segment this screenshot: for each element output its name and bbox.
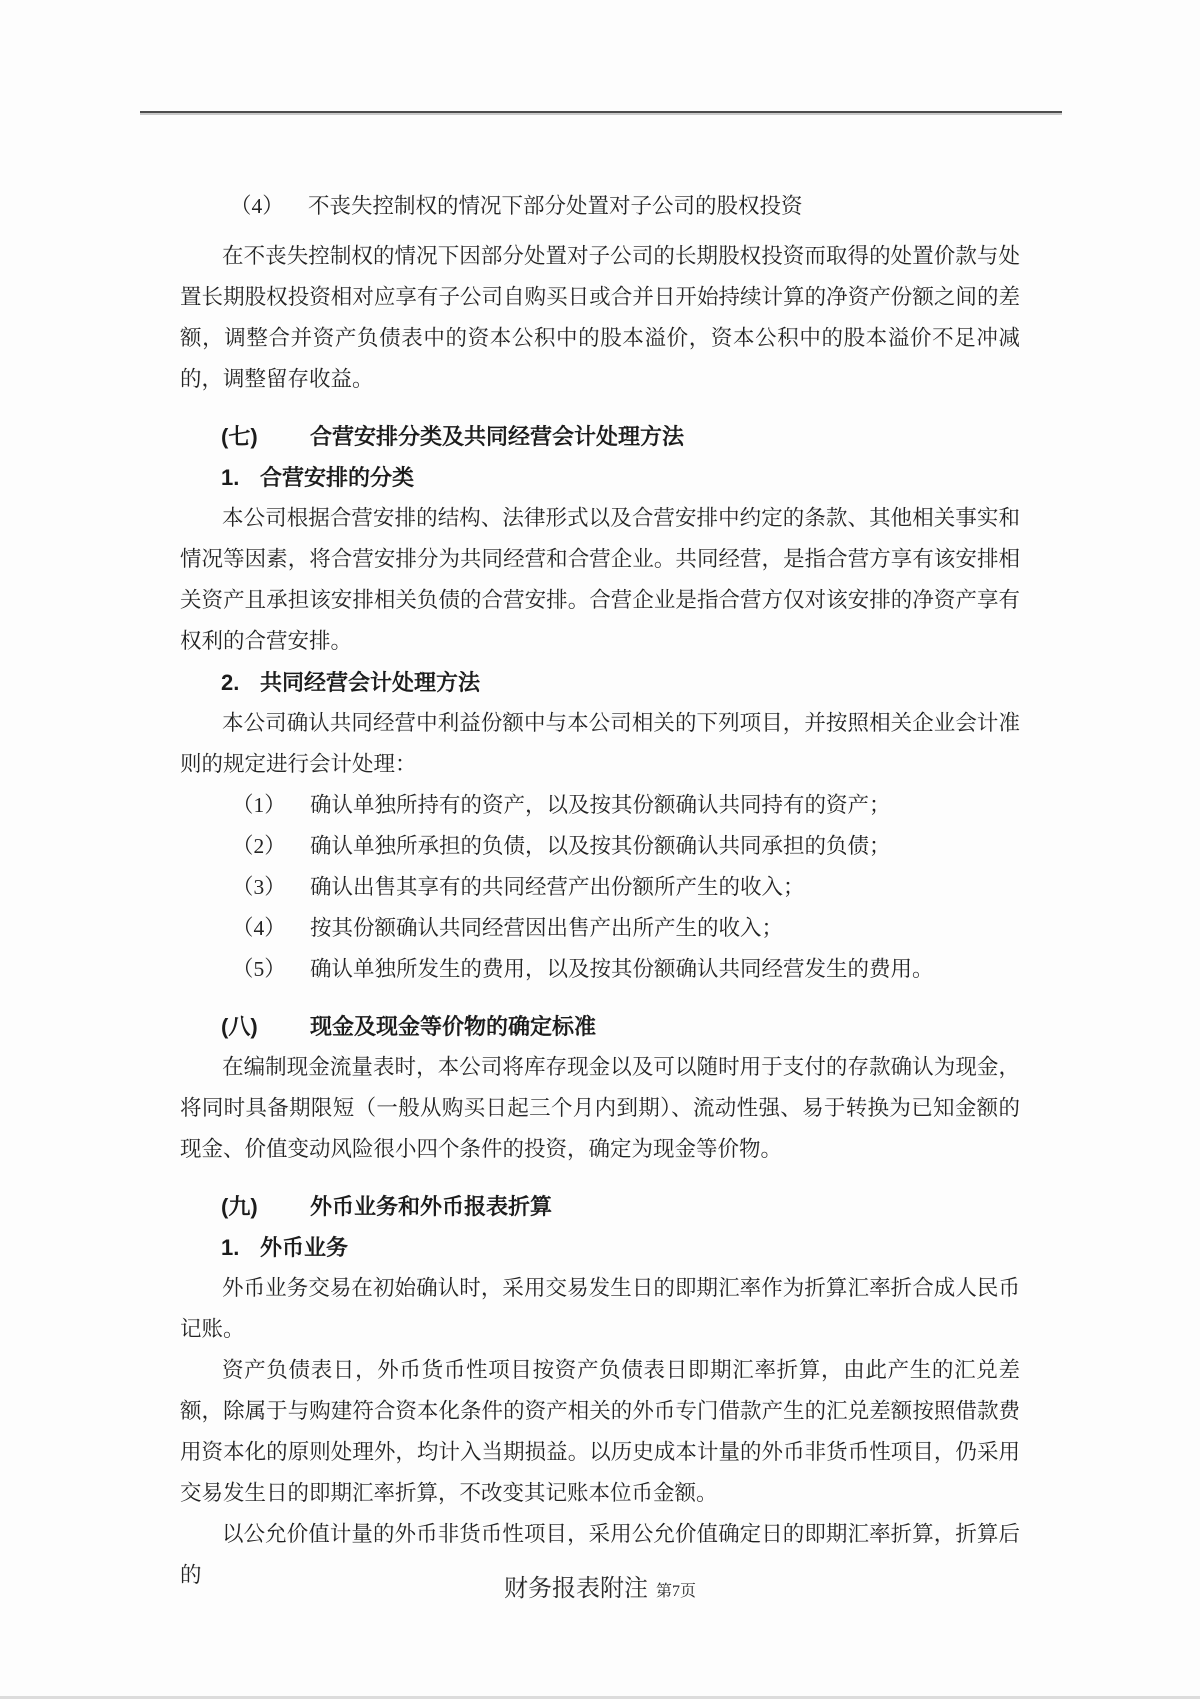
paragraph: 本公司确认共同经营中利益份额中与本公司相关的下列项目，并按照相关企业会计准则的规定进行会计处理：	[180, 711, 1020, 776]
footer-page-number: 第7页	[655, 1583, 696, 1600]
subsection-heading-1	[180, 457, 1020, 498]
clause-marker: （4）	[230, 194, 284, 218]
subsection-title: 共同经营会计处理方法	[260, 670, 481, 695]
subsection-title: 外币业务	[260, 1235, 349, 1260]
list-item-5	[180, 949, 1020, 990]
section-marker: (八)	[221, 1014, 258, 1039]
section-heading-9	[180, 1186, 1020, 1227]
footer-doc-title: 财务报表附注	[503, 1576, 648, 1602]
list-text: 确认单独所承担的负债，以及按其份额确认共同承担的负债；	[310, 834, 891, 858]
paragraph: 在编制现金流量表时，本公司将库存现金以及可以随时用于支付的存款确认为现金，将同时具备期限短（一般从购买日起三个月内到期）、流动性强、易于转换为已知金额的现金、价值变动风险很小四个条件的投资，确定为现金等价物。	[180, 1055, 1020, 1161]
list-marker: （4）	[232, 916, 286, 940]
list-item-4	[180, 908, 1020, 949]
page-footer	[0, 1568, 1200, 1603]
list-marker: （5）	[232, 957, 286, 981]
list-item-3	[180, 867, 1020, 908]
list-item-1	[180, 785, 1020, 826]
section-title: 外币业务和外币报表折算	[310, 1194, 553, 1219]
list-text: 确认单独所发生的费用，以及按其份额确认共同经营发生的费用。	[310, 957, 934, 981]
list-text: 确认出售其享有的共同经营产出份额所产生的收入；	[310, 875, 805, 899]
subsection-heading-1	[180, 1227, 1020, 1268]
section-heading-8	[180, 1006, 1020, 1047]
paragraph: 外币业务交易在初始确认时，采用交易发生日的即期汇率作为折算汇率折合成人民币记账。	[180, 1276, 1020, 1341]
paragraph: 本公司根据合营安排的结构、法律形式以及合营安排中约定的条款、其他相关事实和情况等因素，将合营安排分为共同经营和合营企业。共同经营，是指合营方享有该安排相关资产且承担该安排相关负债的合营安排。合营企业是指合营方仅对该安排的净资产享有权利的合营安排。	[180, 506, 1020, 653]
list-marker: （3）	[232, 875, 286, 899]
document-body	[180, 186, 1020, 1596]
subsection-marker: 2.	[221, 670, 240, 695]
header-rule	[140, 111, 1062, 113]
subsection-title: 合营安排的分类	[260, 465, 415, 490]
section-marker: (七)	[221, 424, 258, 449]
section-marker: (九)	[221, 1194, 258, 1219]
section-title: 合营安排分类及共同经营会计处理方法	[310, 424, 685, 449]
section-heading-7	[180, 416, 1020, 457]
paragraph: 资产负债表日，外币货币性项目按资产负债表日即期汇率折算，由此产生的汇兑差额，除属于与购建符合资本化条件的资产相关的外币专门借款产生的汇兑差额按照借款费用资本化的原则处理外，均计入当期损益。以历史成本计量的外币非货币性项目，仍采用交易发生日的即期汇率折算，不改变其记账本位币金额。	[180, 1358, 1020, 1505]
list-text: 确认单独所持有的资产，以及按其份额确认共同持有的资产；	[310, 793, 891, 817]
section-title: 现金及现金等价物的确定标准	[310, 1014, 597, 1039]
list-marker: （2）	[232, 834, 286, 858]
list-marker: （1）	[232, 793, 286, 817]
subsection-marker: 1.	[221, 1235, 240, 1260]
list-text: 按其份额确认共同经营因出售产出所产生的收入；	[310, 916, 784, 940]
paragraph: 以公允价值计量的外币非货币性项目，采用公允价值确定日的即期汇率折算，折算后的	[180, 1522, 1020, 1587]
clause-text: 不丧失控制权的情况下部分处置对子公司的股权投资	[308, 194, 803, 218]
clause-heading-4	[180, 186, 1020, 227]
subsection-heading-2	[180, 662, 1020, 703]
paragraph: 在不丧失控制权的情况下因部分处置对子公司的长期股权投资而取得的处置价款与处置长期股权投资相对应享有子公司自购买日或合并日开始持续计算的净资产份额之间的差额，调整合并资产负债表中的资本公积中的股本溢价，资本公积中的股本溢价不足冲减的，调整留存收益。	[180, 244, 1020, 391]
list-item-2	[180, 826, 1020, 867]
subsection-marker: 1.	[221, 465, 240, 490]
